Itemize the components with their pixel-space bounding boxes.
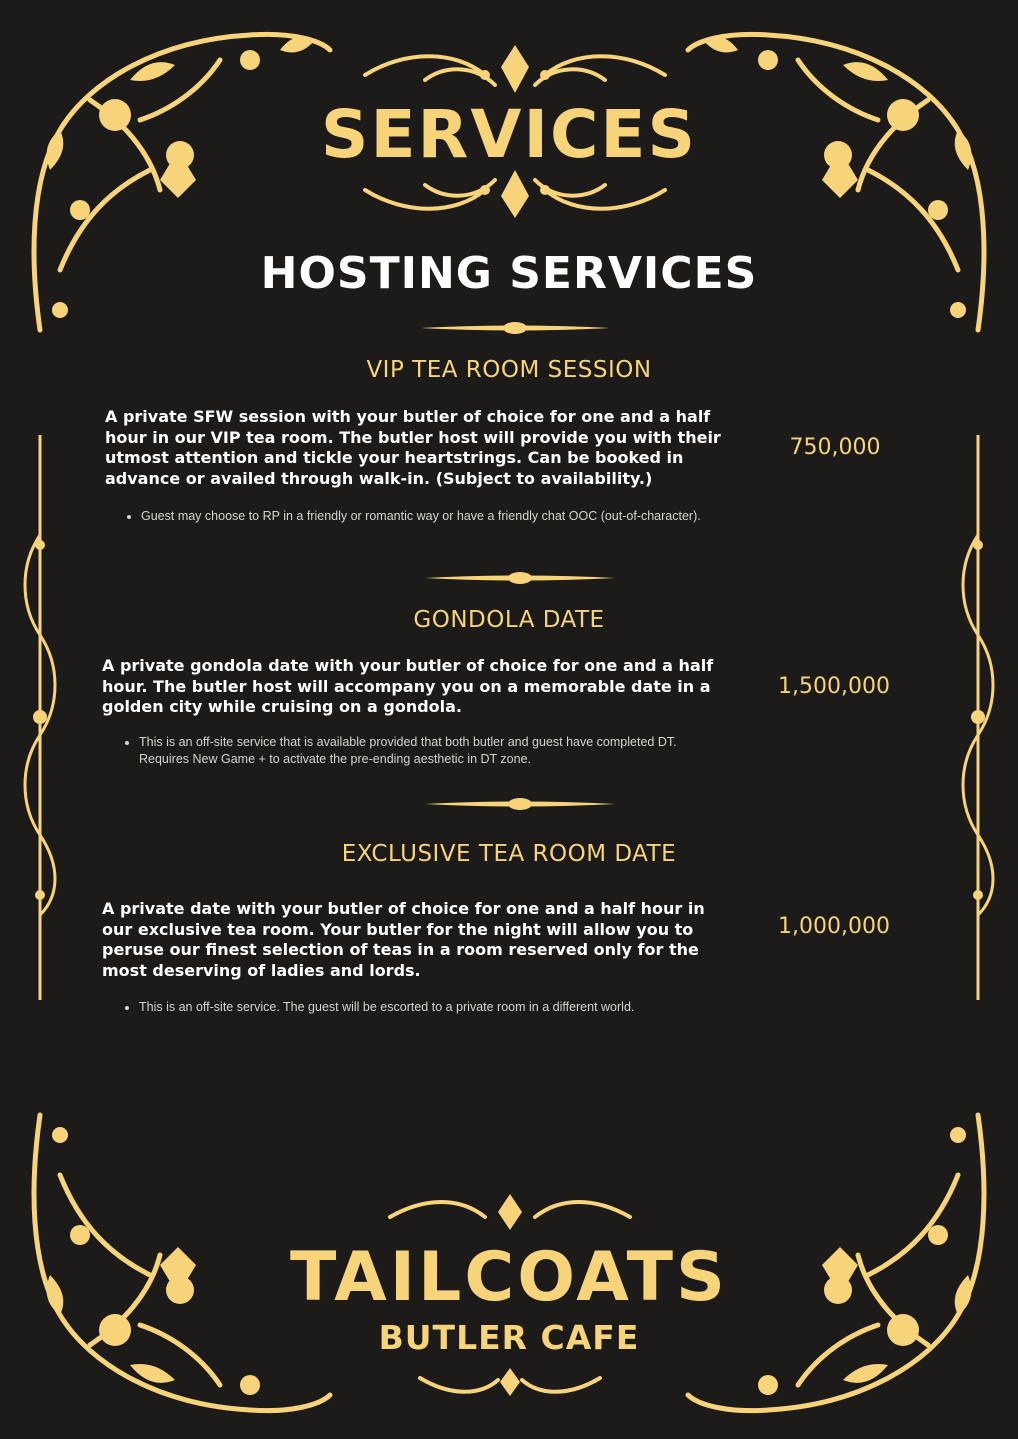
corner-ornament-top-right <box>668 20 998 350</box>
service-title: EXCLUSIVE TEA ROOM DATE <box>341 841 677 867</box>
service-description: A private gondola date with your butler of choice for one and a half hour. The butler host will accompany you on a memorable date in a golden city while cruising on a gondola. <box>102 656 714 716</box>
service-note <box>123 508 748 525</box>
title-flourish-top <box>365 40 665 100</box>
divider-ornament <box>420 321 610 335</box>
service-price: 1,500,000 <box>778 674 890 699</box>
service-note-item: • This is an off-site service that is available provided that both butler and guest have completed DT. Requires New Game + to activate the pre-ending aesthetic in DT zone. <box>139 734 721 767</box>
service-note-item: • Guest may choose to RP in a friendly or romantic way or have a friendly chat OOC (out-of-character). <box>141 508 748 525</box>
service-title: GONDOLA DATE <box>413 607 605 633</box>
section-heading: HOSTING SERVICES <box>260 248 758 299</box>
divider-ornament <box>425 797 615 811</box>
page-title: SERVICES <box>320 96 698 173</box>
service-description: A private SFW session with your butler of choice for one and a half hour in our VIP tea room. The butler host will provide you with their utmost attention and tickle your heartstrings. Can be booked in advance or availed through walk-in. (Subject to availability.) <box>105 407 721 488</box>
side-ornament-right <box>958 435 998 1000</box>
side-ornament-left <box>20 435 60 1000</box>
divider-ornament <box>425 571 615 585</box>
service-price: 750,000 <box>789 435 881 460</box>
title-flourish-bottom <box>365 170 665 230</box>
service-price: 1,000,000 <box>778 914 890 939</box>
corner-ornament-top-left <box>20 20 350 350</box>
brand-name: TAILCOATS <box>290 1238 728 1317</box>
service-description: A private date with your butler of choice for one and a half hour in our exclusive tea room. Your butler for the night will allow you to peruse our finest selection of teas in a room reserved only for the most deserving of ladies and lords. <box>102 899 705 980</box>
brand-flourish-bottom <box>420 1368 600 1398</box>
brand-tagline: BUTLER CAFE <box>378 1318 640 1357</box>
service-title: VIP TEA ROOM SESSION <box>366 357 652 383</box>
service-note <box>121 999 721 1016</box>
service-note-item: • This is an off-site service. The guest will be escorted to a private room in a different world. <box>139 999 721 1016</box>
service-note <box>121 734 721 767</box>
brand-flourish-top <box>390 1192 630 1232</box>
